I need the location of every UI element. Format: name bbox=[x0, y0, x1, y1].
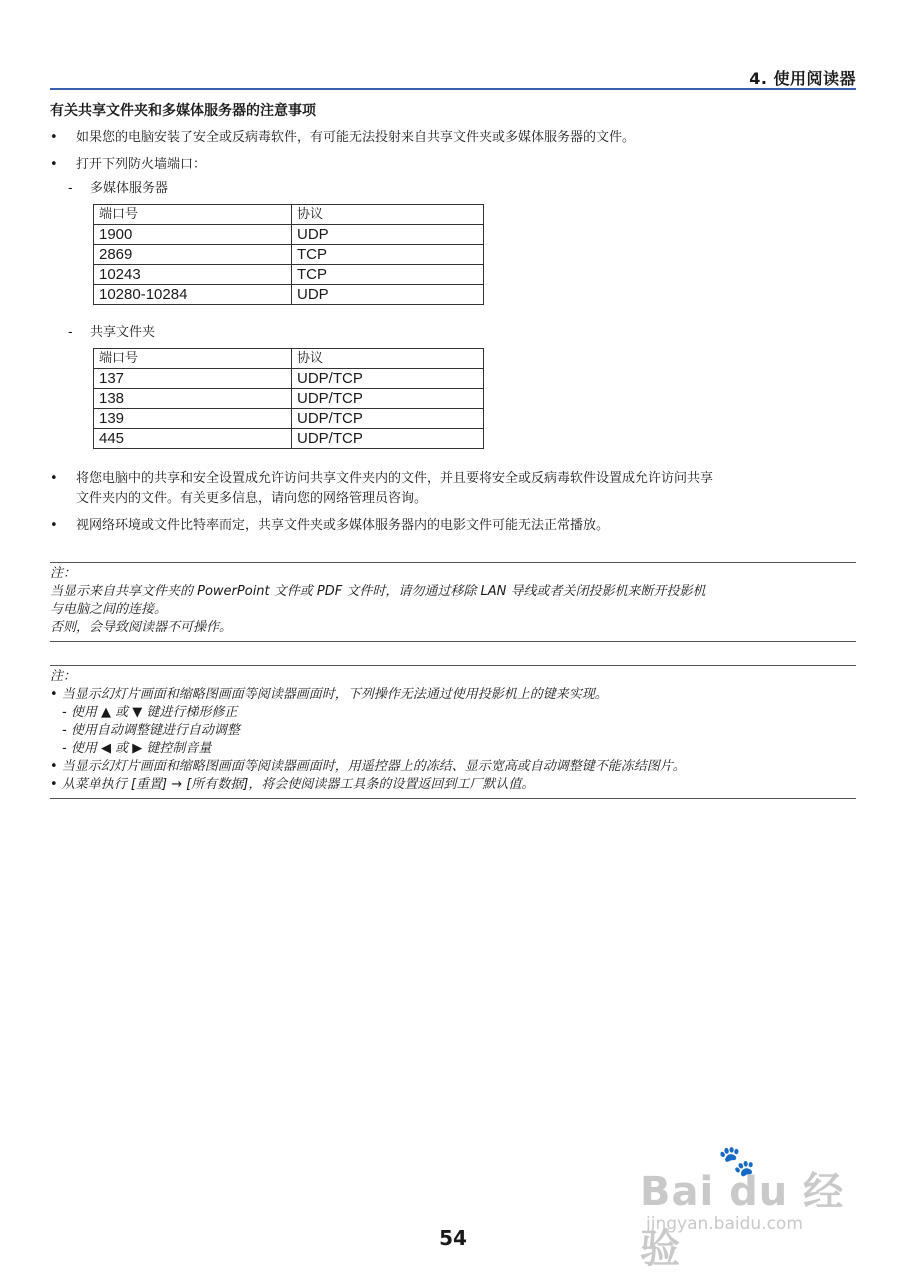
table-row bbox=[94, 285, 484, 305]
baidu-watermark bbox=[640, 1144, 870, 1272]
bullet-item bbox=[50, 469, 713, 509]
note-subline: - 使用 ▲ 或 ▼ 键进行梯形修正 bbox=[62, 705, 238, 720]
bullet-dot: • bbox=[50, 518, 58, 533]
watermark-brand: Bai du 经验 bbox=[640, 1169, 845, 1272]
header-cell: 协议 bbox=[292, 349, 484, 369]
note-line: • 当显示幻灯片画面和缩略图画面等阅读器画面时，下列操作无法通过使用投影机上的键来实现。 bbox=[50, 687, 608, 702]
media-server-port-table bbox=[93, 204, 484, 305]
group-label-text: 多媒体服务器 bbox=[90, 181, 169, 196]
paw-icon: 🐾 bbox=[718, 1144, 756, 1179]
table-row bbox=[94, 389, 484, 409]
note-box bbox=[50, 562, 856, 642]
port-cell: 10243 bbox=[94, 265, 292, 285]
section-title: 有关共享文件夹和多媒体服务器的注意事项 bbox=[50, 103, 316, 119]
note-line: 当显示来自共享文件夹的 PowerPoint 文件或 PDF 文件时，请勿通过移除 LAN 导线或者关闭投影机来断开投影机 bbox=[50, 584, 706, 599]
protocol-cell: UDP bbox=[292, 225, 484, 245]
bullet-dot: • bbox=[50, 157, 58, 172]
port-cell: 10280-10284 bbox=[94, 285, 292, 305]
group-label-text: 共享文件夹 bbox=[90, 325, 156, 340]
protocol-cell: UDP bbox=[292, 285, 484, 305]
note-line: • 当显示幻灯片画面和缩略图画面等阅读器画面时，用遥控器上的冻结、显示宽高或自动调整键不能冻结图片。 bbox=[50, 759, 686, 774]
table-row bbox=[94, 265, 484, 285]
protocol-cell: TCP bbox=[292, 245, 484, 265]
table-row bbox=[94, 245, 484, 265]
port-group-label bbox=[68, 323, 155, 343]
dash-mark: - bbox=[68, 181, 73, 196]
watermark-url: jingyan.baidu.com bbox=[646, 1214, 803, 1234]
bullet-dot: • bbox=[50, 471, 58, 486]
bullet-item bbox=[50, 516, 609, 536]
bullet-text: 如果您的电脑安装了安全或反病毒软件，有可能无法投射来自共享文件夹或多媒体服务器的文件。 bbox=[76, 130, 636, 145]
table-row bbox=[94, 429, 484, 449]
note-line: 与电脑之间的连接。 bbox=[50, 602, 168, 617]
bullet-text: 将您电脑中的共享和安全设置成允许访问共享文件夹内的文件，并且要将安全或反病毒软件设置成允许访问共享 bbox=[76, 471, 714, 486]
protocol-cell: TCP bbox=[292, 265, 484, 285]
port-cell: 445 bbox=[94, 429, 292, 449]
note-label: 注： bbox=[50, 669, 77, 684]
page-number: 54 bbox=[439, 1226, 467, 1250]
table-row bbox=[94, 369, 484, 389]
header-cell: 端口号 bbox=[94, 205, 292, 225]
table-header-row bbox=[94, 349, 484, 369]
dash-mark: - bbox=[68, 325, 73, 340]
shared-folder-port-table bbox=[93, 348, 484, 449]
port-cell: 1900 bbox=[94, 225, 292, 245]
note-line: 否则，会导致阅读器不可操作。 bbox=[50, 620, 233, 635]
table-row bbox=[94, 225, 484, 245]
bullet-item bbox=[50, 155, 206, 175]
bullet-dot: • bbox=[50, 130, 58, 145]
note-subline: - 使用自动调整键进行自动调整 bbox=[62, 723, 240, 738]
protocol-cell: UDP/TCP bbox=[292, 389, 484, 409]
port-cell: 139 bbox=[94, 409, 292, 429]
port-cell: 137 bbox=[94, 369, 292, 389]
note-box bbox=[50, 665, 856, 799]
port-group-label bbox=[68, 179, 168, 199]
table-row bbox=[94, 409, 484, 429]
table-header-row bbox=[94, 205, 484, 225]
port-cell: 2869 bbox=[94, 245, 292, 265]
bullet-text: 打开下列防火墙端口： bbox=[76, 157, 207, 172]
protocol-cell: UDP/TCP bbox=[292, 409, 484, 429]
note-label: 注： bbox=[50, 566, 77, 581]
bullet-text-continued: 文件夹内的文件。有关更多信息，请向您的网络管理员咨询。 bbox=[76, 491, 428, 506]
bullet-item bbox=[50, 128, 635, 148]
protocol-cell: UDP/TCP bbox=[292, 369, 484, 389]
note-line: • 从菜单执行 [重置] → [所有数据]，将会使阅读器工具条的设置返回到工厂默认值。 bbox=[50, 777, 535, 792]
note-subline: - 使用 ◀ 或 ▶ 键控制音量 bbox=[62, 741, 212, 756]
protocol-cell: UDP/TCP bbox=[292, 429, 484, 449]
header-cell: 端口号 bbox=[94, 349, 292, 369]
port-cell: 138 bbox=[94, 389, 292, 409]
bullet-text: 视网络环境或文件比特率而定，共享文件夹或多媒体服务器内的电影文件可能无法正常播放。 bbox=[76, 518, 610, 533]
header-cell: 协议 bbox=[292, 205, 484, 225]
chapter-heading: 4. 使用阅读器 bbox=[749, 69, 856, 88]
header-rule bbox=[50, 88, 856, 90]
